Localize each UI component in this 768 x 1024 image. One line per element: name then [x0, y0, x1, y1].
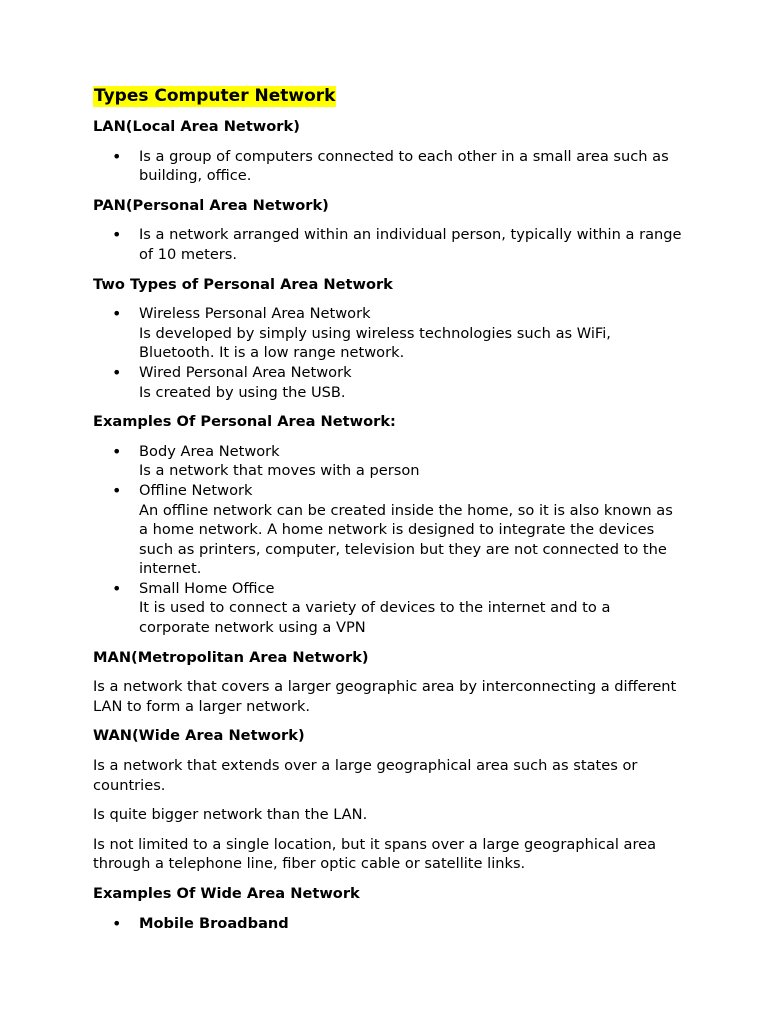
list-item-title: Body Area Network — [139, 442, 280, 460]
bullet-icon: • — [112, 146, 122, 166]
bullet-icon: • — [112, 913, 122, 933]
bullet-icon: • — [112, 362, 122, 382]
list-item — [93, 442, 683, 481]
pan-bullet-list — [93, 225, 683, 264]
list-item-text: Is a network arranged within an individual person, typically within a range of 10 meters. — [139, 226, 682, 263]
list-item-text: It is used to connect a variety of devices to the internet and to a corporate network using a VPN — [139, 599, 611, 637]
lan-bullet-list — [93, 147, 683, 186]
document-title: Types Computer Network — [94, 86, 336, 106]
wan-paragraph: Is not limited to a single location, but it spans over a large geographical area through a telephone line, fiber optic cable or satellite links. — [93, 835, 657, 873]
list-item-text: Is a group of computers connected to each other in a small area such as building, office. — [139, 147, 669, 185]
list-item-title: Mobile Broadband — [139, 914, 289, 932]
wan-paragraph: Is a network that extends over a large geographical area such as states or countries. — [93, 757, 638, 794]
pan-heading: PAN(Personal Area Network) — [93, 196, 329, 214]
list-item-text: An offline network can be created inside the home, so it is also known as a home network. A home network is designed to integrate the devices such as printers, computer, television but they are not connected to the internet. — [139, 501, 673, 578]
pan-examples-list — [93, 442, 683, 638]
list-item — [93, 304, 683, 363]
list-item-title: Wired Personal Area Network — [139, 363, 352, 381]
bullet-icon: • — [112, 441, 122, 461]
bullet-icon: • — [112, 480, 122, 500]
bullet-icon: • — [112, 225, 122, 245]
man-heading: MAN(Metropolitan Area Network) — [93, 648, 369, 666]
wan-paragraph: Is quite bigger network than the LAN. — [93, 806, 368, 824]
bullet-icon: • — [112, 578, 122, 598]
list-item — [93, 579, 683, 638]
pan-examples-heading: Examples Of Personal Area Network: — [93, 413, 396, 431]
wan-examples-list — [93, 914, 683, 934]
man-paragraph: Is a network that covers a larger geographic area by interconnecting a different LAN to form a larger network. — [93, 678, 677, 715]
list-item — [93, 914, 683, 934]
list-item — [93, 481, 683, 579]
list-item-text: Is a network that moves with a person — [139, 462, 420, 480]
list-item — [93, 225, 683, 264]
list-item-text: Is created by using the USB. — [139, 383, 346, 401]
wan-examples-heading: Examples Of Wide Area Network — [93, 885, 360, 902]
list-item-title: Wireless Personal Area Network — [139, 305, 371, 323]
document-page — [93, 86, 683, 943]
list-item-text: Is developed by simply using wireless technologies such as WiFi, Bluetooth. It is a low range network. — [139, 324, 611, 362]
list-item — [93, 147, 683, 186]
lan-heading: LAN(Local Area Network) — [93, 118, 300, 135]
list-item-title: Offline Network — [139, 481, 253, 499]
pan-types-heading: Two Types of Personal Area Network — [93, 275, 393, 293]
bullet-icon: • — [112, 304, 122, 324]
list-item-title: Small Home Office — [139, 579, 275, 597]
wan-heading: WAN(Wide Area Network) — [93, 727, 305, 745]
list-item — [93, 363, 683, 402]
pan-types-list — [93, 304, 683, 402]
